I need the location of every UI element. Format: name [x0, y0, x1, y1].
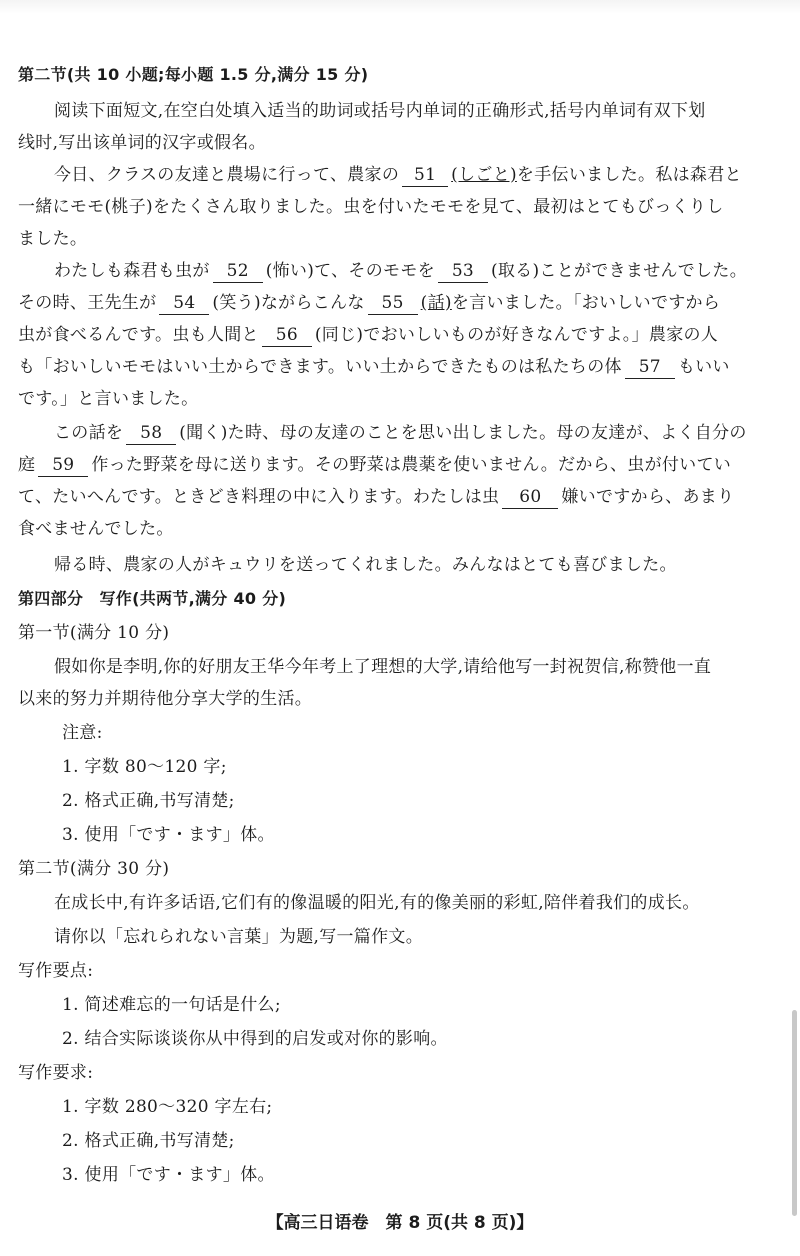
text-segment: を言いました。「おいしいですから — [451, 293, 721, 313]
part4-title: 第四部分 写作(共两节,满分 40 分) — [18, 589, 287, 608]
writing2-prompt-line-2: 请你以「忘れられない言葉」为题,写一篇作文。 — [54, 927, 424, 947]
writing2-point-1: 1. 简述难忘的一句话是什么; — [62, 995, 281, 1015]
blank-60: 60 — [502, 486, 558, 509]
writing2-requirements-title: 写作要求: — [18, 1063, 94, 1083]
writing1-note-2: 2. 格式正确,书写清楚; — [62, 791, 235, 811]
passage-p2-line-5: です。」と言いました。 — [18, 389, 199, 409]
writing1-title: 第一节(满分 10 分) — [18, 623, 170, 643]
writing1-prompt-line-2: 以来的努力并期待他分享大学的生活。 — [18, 689, 313, 709]
passage-p3-line-2 — [18, 450, 731, 480]
text-segment: (取る)ことができませんでした。 — [490, 261, 748, 281]
writing2-point-2: 2. 结合实际谈谈你从中得到的启发或对你的影响。 — [62, 1029, 448, 1049]
blank-55: 55 — [368, 292, 418, 315]
writing1-note-1: 1. 字数 80～120 字; — [62, 757, 227, 777]
instruction-line-1: 阅读下面短文,在空白处填入适当的助词或括号内单词的正确形式,括号内单词有双下划 — [54, 101, 706, 121]
passage-p2-line-3 — [18, 320, 718, 350]
passage-p3-line-4: 食べませんでした。 — [18, 519, 174, 539]
passage-p2-line-1 — [54, 256, 747, 286]
text-segment: (同じ)でおいしいものが好きなんですよ。」農家の人 — [314, 325, 719, 345]
text-segment: て、たいへんです。ときどき料理の中に入ります。わたしは虫 — [18, 487, 500, 507]
scrollbar-thumb[interactable] — [792, 1010, 797, 1216]
section2-title: 第二节(共 10 小题;每小题 1.5 分,满分 15 分) — [18, 65, 369, 84]
blank-53: 53 — [438, 260, 488, 283]
text-segment: わたしも森君も虫が — [54, 261, 210, 281]
writing2-points-title: 写作要点: — [18, 961, 94, 981]
blank-52: 52 — [213, 260, 263, 283]
text-segment: 虫が食べるんです。虫も人間と — [18, 325, 259, 345]
text-segment: (笑う)ながらこんな — [212, 293, 365, 313]
blank-58: 58 — [126, 422, 176, 445]
blank-59: 59 — [38, 454, 88, 477]
hint-shigoto: (しごと) — [451, 165, 517, 185]
text-segment: もいい — [677, 357, 730, 377]
text-segment: 今日、クラスの友達と農場に行って、農家の — [54, 165, 400, 185]
text-segment: (怖い)て、そのモモを — [265, 261, 435, 281]
blank-51: 51 — [402, 164, 448, 187]
text-segment: 嫌いですから、あまり — [561, 487, 735, 507]
blank-57: 57 — [625, 356, 675, 379]
passage-p1-line-3: ました。 — [18, 229, 88, 249]
text-segment: 作った野菜を母に送ります。その野菜は農薬を使いません。だから、虫が付いてい — [91, 455, 732, 475]
text-segment: この話を — [54, 423, 124, 443]
passage-p4-line-1: 帰る時、農家の人がキュウリを送ってくれました。みんなはとても喜びました。 — [54, 555, 677, 575]
text-segment: 庭 — [18, 455, 36, 475]
writing2-requirement-1: 1. 字数 280～320 字左右; — [62, 1097, 273, 1117]
writing2-requirement-2: 2. 格式正确,书写清楚; — [62, 1131, 235, 1151]
writing2-prompt-line-1: 在成长中,有许多话语,它们有的像温暖的阳光,有的像美丽的彩虹,陪伴着我们的成长。 — [54, 893, 700, 913]
hint-hanashi: (話) — [420, 293, 452, 313]
blank-56: 56 — [262, 324, 312, 347]
page-footer: 【高三日语卷 第 8 页(共 8 页)】 — [266, 1213, 534, 1233]
writing1-notes-title: 注意: — [62, 723, 103, 743]
writing2-requirement-3: 3. 使用「です・ます」体。 — [62, 1165, 275, 1185]
passage-p2-line-2 — [18, 288, 720, 318]
passage-p1-line-2: 一緒にモモ(桃子)をたくさん取りました。虫を付いたモモを見て、最初はとてもびっくりし — [18, 197, 724, 217]
text-segment: その時、王先生が — [18, 293, 157, 313]
blank-54: 54 — [159, 292, 209, 315]
writing1-note-3: 3. 使用「です・ます」体。 — [62, 825, 275, 845]
writing1-prompt-line-1: 假如你是李明,你的好朋友王华今年考上了理想的大学,请给他写一封祝贺信,称赞他一直 — [54, 657, 712, 677]
passage-p3-line-1 — [54, 418, 747, 448]
instruction-line-2: 线时,写出该单词的汉字或假名。 — [18, 133, 266, 153]
writing2-title: 第二节(满分 30 分) — [18, 859, 170, 879]
passage-p2-line-4 — [18, 352, 730, 382]
passage-p1-line-1 — [54, 160, 742, 190]
text-segment: も「おいしいモモはいい土からできます。いい土からできたものは私たちの体 — [18, 357, 622, 377]
text-segment: (聞く)た時、母の友達のことを思い出しました。母の友達が、よく自分の — [179, 423, 747, 443]
text-segment: を手伝いました。私は森君と — [516, 165, 742, 185]
passage-p3-line-3 — [18, 482, 734, 512]
